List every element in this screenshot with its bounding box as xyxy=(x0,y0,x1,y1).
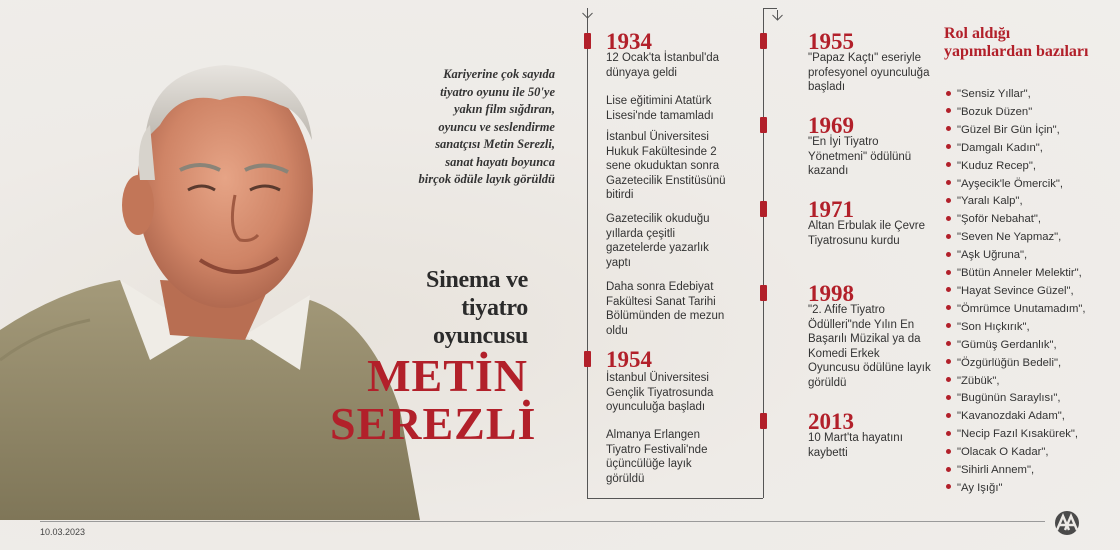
role-item xyxy=(946,247,1086,265)
intro-text: Kariyerine çok sayıda tiyatro oyunu ile 50'ye yakın film sığdıran, oyuncu ve seslendirme sanatçısı Metin Serezli, sanat hayatı boyunca birçok ödüle layık görüldü xyxy=(418,67,555,186)
role-title: "Kavanozdaki Adam", xyxy=(957,410,1065,423)
person-name: METİN SEREZLİ xyxy=(330,350,537,449)
role-item xyxy=(946,176,1086,194)
role-item xyxy=(946,158,1086,176)
bullet-icon xyxy=(946,449,951,454)
role-title: "Sensiz Yıllar", xyxy=(957,88,1031,100)
role-title: "Gümüş Gerdanlık", xyxy=(957,338,1057,351)
role-title: "Aşk Uğruna", xyxy=(957,249,1028,262)
roles-list xyxy=(946,86,1086,498)
role-item xyxy=(946,390,1086,408)
bullet-icon xyxy=(946,91,951,96)
timeline-connector-top xyxy=(763,8,777,9)
role-item xyxy=(946,122,1086,140)
timeline-year: 1955 xyxy=(808,29,854,54)
timeline-arrow-down-icon xyxy=(581,8,594,20)
timeline-event: "Papaz Kaçtı" eseriyle profesyonel oyunculuğa başladı xyxy=(808,52,930,93)
bullet-icon xyxy=(946,108,951,113)
timeline-marker xyxy=(584,33,591,49)
role-item xyxy=(946,373,1086,391)
role-item xyxy=(946,193,1086,211)
role-title: "Necip Fazıl Kısakürek", xyxy=(957,428,1079,441)
bullet-icon xyxy=(946,126,951,131)
bullet-icon xyxy=(946,467,951,472)
timeline-marker xyxy=(760,117,767,133)
timeline-event: Almanya Erlangen Tiyatro Festivali'nde üçüncülüğe layık görüldü xyxy=(606,429,708,485)
role-item xyxy=(946,444,1086,462)
role-item xyxy=(946,229,1086,247)
role-item xyxy=(946,355,1086,373)
footer-divider xyxy=(40,521,1045,522)
role-item xyxy=(946,337,1086,355)
subtitle: Sinema ve tiyatro oyuncusu xyxy=(426,267,528,349)
bullet-icon xyxy=(946,198,951,203)
role-title: "Şoför Nebahat", xyxy=(957,213,1042,226)
timeline-year: 2013 xyxy=(808,409,854,434)
bullet-icon xyxy=(946,287,951,292)
role-item xyxy=(946,301,1086,319)
timeline-event: "2. Afife Tiyatro Ödülleri"nde Yılın En Başarılı Müzikal ya da Komedi Erkek Oyuncusu ödülüne layık görüldü xyxy=(808,304,931,389)
bullet-icon xyxy=(946,377,951,382)
bullet-icon xyxy=(946,484,951,489)
timeline-connector-bottom xyxy=(587,498,763,499)
timeline-event: Altan Erbulak ile Çevre Tiyatrosunu kurdu xyxy=(808,220,925,247)
role-item xyxy=(946,408,1086,426)
timeline-event: 10 Mart'ta hayatını kaybetti xyxy=(808,432,903,459)
bullet-icon xyxy=(946,431,951,436)
timeline-event: İstanbul Üniversitesi Gençlik Tiyatrosunda oyunculuğa başladı xyxy=(606,372,714,413)
role-item xyxy=(946,104,1086,122)
timeline-event: Daha sonra Edebiyat Fakültesi Sanat Tarihi Bölümünden de mezun oldu xyxy=(606,281,725,337)
role-title: "Zübük", xyxy=(957,374,1000,387)
timeline-marker xyxy=(760,413,767,429)
bullet-icon xyxy=(946,323,951,328)
bullet-icon xyxy=(946,252,951,257)
bullet-icon xyxy=(946,341,951,346)
timeline-year: 1998 xyxy=(808,281,854,306)
date-stamp: 10.03.2023 xyxy=(40,527,86,537)
role-title: "Güzel Bir Gün İçin", xyxy=(957,123,1060,136)
roles-title: Rol aldığı yapımlardan bazıları xyxy=(944,25,1089,60)
role-title: "Bugünün Saraylısı", xyxy=(957,392,1061,405)
role-item xyxy=(946,319,1086,337)
timeline-event: 12 Ocak'ta İstanbul'da dünyaya geldi xyxy=(606,52,720,79)
role-item xyxy=(946,426,1086,444)
timeline-event: "En İyi Tiyatro Yönetmeni" ödülünü kazandı xyxy=(808,136,912,177)
role-item xyxy=(946,462,1086,480)
bullet-icon xyxy=(946,144,951,149)
timeline-arrow-down-icon xyxy=(771,10,784,22)
timeline-marker xyxy=(760,201,767,217)
timeline-event: Gazetecilik okuduğu yıllarda çeşitli gazetelerde yazarlık yaptı xyxy=(606,213,710,269)
bullet-icon xyxy=(946,180,951,185)
role-title: "Yaralı Kalp", xyxy=(957,195,1023,208)
bullet-icon xyxy=(946,270,951,275)
role-title: "Olacak O Kadar", xyxy=(957,446,1049,459)
bullet-icon xyxy=(946,359,951,364)
role-title: "Sihirli Annem", xyxy=(957,464,1035,477)
timeline-event: İstanbul Üniversitesi Hukuk Fakültesinde 2 sene okuduktan sonra Gazetecilik Enstitüsünü bitirdi xyxy=(606,131,726,201)
role-title: "Seven Ne Yapmaz", xyxy=(957,231,1062,244)
role-title: "Damgalı Kadın", xyxy=(957,141,1043,154)
aa-logo-icon xyxy=(1050,510,1084,536)
timeline-year: 1971 xyxy=(808,197,854,222)
bullet-icon xyxy=(946,305,951,310)
role-item xyxy=(946,86,1086,104)
role-item xyxy=(946,265,1086,283)
role-title: "Özgürlüğün Bedeli", xyxy=(957,356,1062,369)
timeline-marker xyxy=(760,285,767,301)
role-title: "Son Hıçkırık", xyxy=(957,320,1030,333)
timeline-event: Lise eğitimini Atatürk Lisesi'nde tamamladı xyxy=(606,95,714,122)
role-item xyxy=(946,480,1086,498)
role-item xyxy=(946,140,1086,158)
bullet-icon xyxy=(946,234,951,239)
timeline-year: 1969 xyxy=(808,113,854,138)
bullet-icon xyxy=(946,162,951,167)
role-title: "Bütün Anneler Melektir", xyxy=(957,267,1082,280)
role-item xyxy=(946,283,1086,301)
bullet-icon xyxy=(946,413,951,418)
timeline-year: 1934 xyxy=(606,29,652,54)
timeline-marker xyxy=(760,33,767,49)
role-title: "Ömrümce Unutamadım", xyxy=(957,302,1086,315)
timeline-line-left xyxy=(587,18,588,498)
role-title: "Hayat Sevince Güzel", xyxy=(957,284,1074,297)
bullet-icon xyxy=(946,395,951,400)
role-item xyxy=(946,211,1086,229)
role-title: "Bozuk Düzen" xyxy=(957,105,1033,118)
role-title: "Ay Işığı" xyxy=(957,481,1003,494)
bullet-icon xyxy=(946,216,951,221)
role-title: "Ayşecik'le Ömercik", xyxy=(957,177,1064,190)
timeline-year: 1954 xyxy=(606,347,652,372)
role-title: "Kuduz Recep", xyxy=(957,159,1036,172)
timeline-marker xyxy=(584,351,591,367)
